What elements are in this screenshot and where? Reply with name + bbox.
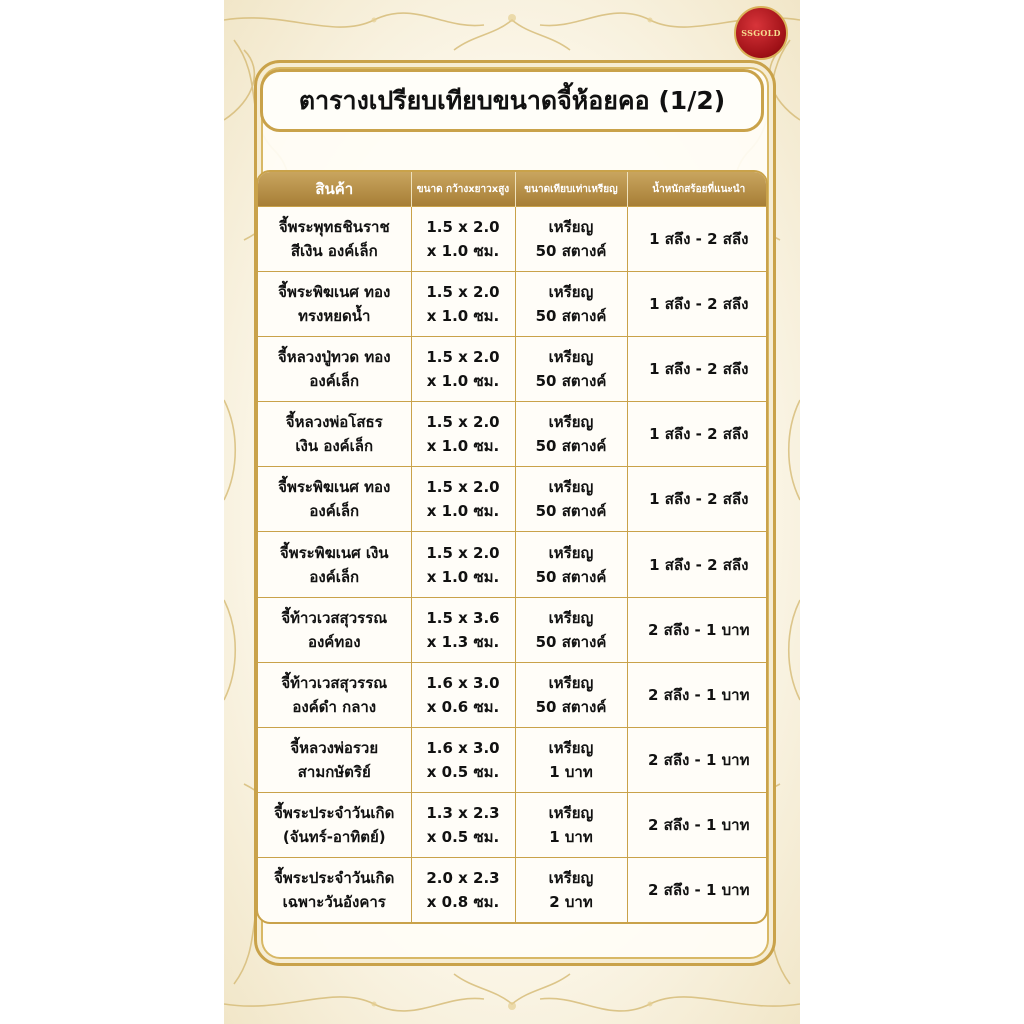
cell-chain: 2 สลึง - 1 บาท [627,792,768,857]
table-row [258,727,768,792]
coin-line2: 50 สตางค์ [535,437,607,456]
cell-size [411,337,515,402]
header-product [258,172,411,207]
product-line1: จี้หลวงพ่อรวย [290,738,379,757]
cell-chain: 1 สลึง - 2 สลึง [627,467,768,532]
cell-size [411,207,515,272]
cell-size [411,857,515,922]
cell-product [258,207,411,272]
coin-line1: เหรียญ [548,348,594,367]
ssgold-logo [734,6,788,60]
cell-size [411,662,515,727]
coin-line2: 50 สตางค์ [535,632,607,651]
cell-size [411,532,515,597]
size-line1: 2.0 x 2.3 [426,868,500,887]
product-line2: สีเงิน องค์เล็ก [290,242,378,261]
cell-coin [515,532,627,597]
cell-product [258,467,411,532]
cell-product [258,337,411,402]
cell-size [411,272,515,337]
coin-line1: เหรียญ [548,673,594,692]
size-line2: x 1.0 ซม. [426,307,500,326]
header-chain-weight [627,172,768,207]
cell-chain: 2 สลึง - 1 บาท [627,857,768,922]
cell-coin [515,402,627,467]
coin-line1: เหรียญ [548,738,594,757]
size-line1: 1.5 x 2.0 [426,283,500,302]
coin-line1: เหรียญ [548,478,594,497]
cell-chain: 1 สลึง - 2 สลึง [627,207,768,272]
size-line1: 1.5 x 2.0 [426,218,500,237]
cell-coin [515,857,627,922]
coin-line2: 1 บาท [549,827,593,846]
product-line1: จี้ท้าวเวสสุวรรณ [281,673,388,692]
cell-coin [515,207,627,272]
coin-line1: เหรียญ [548,608,594,627]
size-line1: 1.5 x 2.0 [426,413,500,432]
cell-chain: 1 สลึง - 2 สลึง [627,402,768,467]
cell-chain: 1 สลึง - 2 สลึง [627,272,768,337]
cell-coin [515,597,627,662]
cell-product [258,272,411,337]
product-line2: องค์ดำ กลาง [292,697,377,716]
cell-product [258,662,411,727]
size-line2: x 0.5 ซม. [426,827,500,846]
product-line2: ทรงหยดน้ำ [298,307,371,326]
product-line1: จี้พระพิฆเนศ ทอง [278,478,391,497]
header-chain-label: น้ำหนักสร้อยที่แนะนำ [652,183,746,195]
coin-line1: เหรียญ [548,543,594,562]
size-line1: 1.6 x 3.0 [426,673,500,692]
cell-chain: 2 สลึง - 1 บาท [627,662,768,727]
cell-product [258,597,411,662]
coin-line1: เหรียญ [548,803,594,822]
coin-line2: 2 บาท [549,892,593,911]
coin-line1: เหรียญ [548,868,594,887]
cell-coin [515,662,627,727]
table-row [258,597,768,662]
cell-coin [515,727,627,792]
background-panel [224,0,800,1024]
cell-product [258,532,411,597]
size-line1: 1.5 x 2.0 [426,543,500,562]
size-line2: x 0.8 ซม. [426,892,500,911]
product-line2: เฉพาะวันอังคาร [282,892,386,911]
header-size [411,172,515,207]
coin-line2: 50 สตางค์ [535,502,607,521]
size-line1: 1.5 x 3.6 [426,608,500,627]
size-line1: 1.5 x 2.0 [426,478,500,497]
table-row [258,532,768,597]
cell-product [258,402,411,467]
product-line2: เงิน องค์เล็ก [295,437,374,456]
page-title: ตารางเปรียบเทียบขนาดจี้ห้อยคอ (1/2) [298,85,726,115]
cell-size [411,597,515,662]
coin-line2: 50 สตางค์ [535,567,607,586]
table-header-row [258,172,768,207]
product-line1: จี้หลวงพ่อโสธร [285,413,383,432]
cell-chain: 2 สลึง - 1 บาท [627,727,768,792]
header-product-label: สินค้า [315,180,354,198]
product-line2: สามกษัตริย์ [297,762,371,781]
cell-coin [515,792,627,857]
cell-product [258,727,411,792]
product-line1: จี้หลวงปู่ทวด ทอง [277,348,391,367]
product-line2: องค์เล็ก [309,567,360,586]
size-line1: 1.5 x 2.0 [426,348,500,367]
header-coin-size [515,172,627,207]
size-line1: 1.6 x 3.0 [426,738,500,757]
cell-size [411,727,515,792]
cell-size [411,792,515,857]
coin-line2: 1 บาท [549,762,593,781]
table-row [258,272,768,337]
cell-product [258,857,411,922]
size-line2: x 1.0 ซม. [426,502,500,521]
coin-line1: เหรียญ [548,283,594,302]
cell-chain: 2 สลึง - 1 บาท [627,597,768,662]
product-line1: จี้พระประจำวันเกิด [274,868,395,887]
product-line1: จี้ท้าวเวสสุวรรณ [281,608,388,627]
size-line2: x 0.5 ซม. [426,762,500,781]
table-row [258,792,768,857]
product-line1: จี้พระพิฆเนศ เงิน [279,543,389,562]
table-row [258,662,768,727]
cell-product [258,792,411,857]
product-line2: องค์เล็ก [309,502,360,521]
product-line2: องค์เล็ก [309,372,360,391]
coin-line1: เหรียญ [548,218,594,237]
product-line1: จี้พระพิฆเนศ ทอง [278,283,391,302]
coin-line2: 50 สตางค์ [535,242,607,261]
cell-coin [515,272,627,337]
size-line2: x 1.0 ซม. [426,567,500,586]
table-row [258,857,768,922]
cell-size [411,467,515,532]
comparison-table [256,170,768,924]
cell-size [411,402,515,467]
table-row [258,207,768,272]
header-coin-label: ขนาดเทียบเท่าเหรียญ [524,183,618,195]
size-line2: x 1.0 ซม. [426,437,500,456]
product-line1: จี้พระพุทธชินราช [278,218,390,237]
product-line2: (จันทร์-อาทิตย์) [282,827,386,846]
coin-line2: 50 สตางค์ [535,307,607,326]
header-size-line1: ขนาด [416,183,443,195]
cell-coin [515,337,627,402]
size-line2: x 1.0 ซม. [426,372,500,391]
size-line2: x 1.3 ซม. [426,632,500,651]
coin-line2: 50 สตางค์ [535,697,607,716]
cell-coin [515,467,627,532]
cell-chain: 1 สลึง - 2 สลึง [627,532,768,597]
logo-text: SSGOLD [741,28,781,38]
cell-chain: 1 สลึง - 2 สลึง [627,337,768,402]
header-size-line2: กว้างxยาวxสูง [446,183,510,195]
product-line1: จี้พระประจำวันเกิด [274,803,395,822]
size-line2: x 0.6 ซม. [426,697,500,716]
size-line2: x 1.0 ซม. [426,242,500,261]
table-row [258,402,768,467]
coin-line2: 50 สตางค์ [535,372,607,391]
title-box [260,69,764,132]
table-row [258,337,768,402]
size-line1: 1.3 x 2.3 [426,803,500,822]
table-row [258,467,768,532]
product-line2: องค์ทอง [307,632,361,651]
coin-line1: เหรียญ [548,413,594,432]
